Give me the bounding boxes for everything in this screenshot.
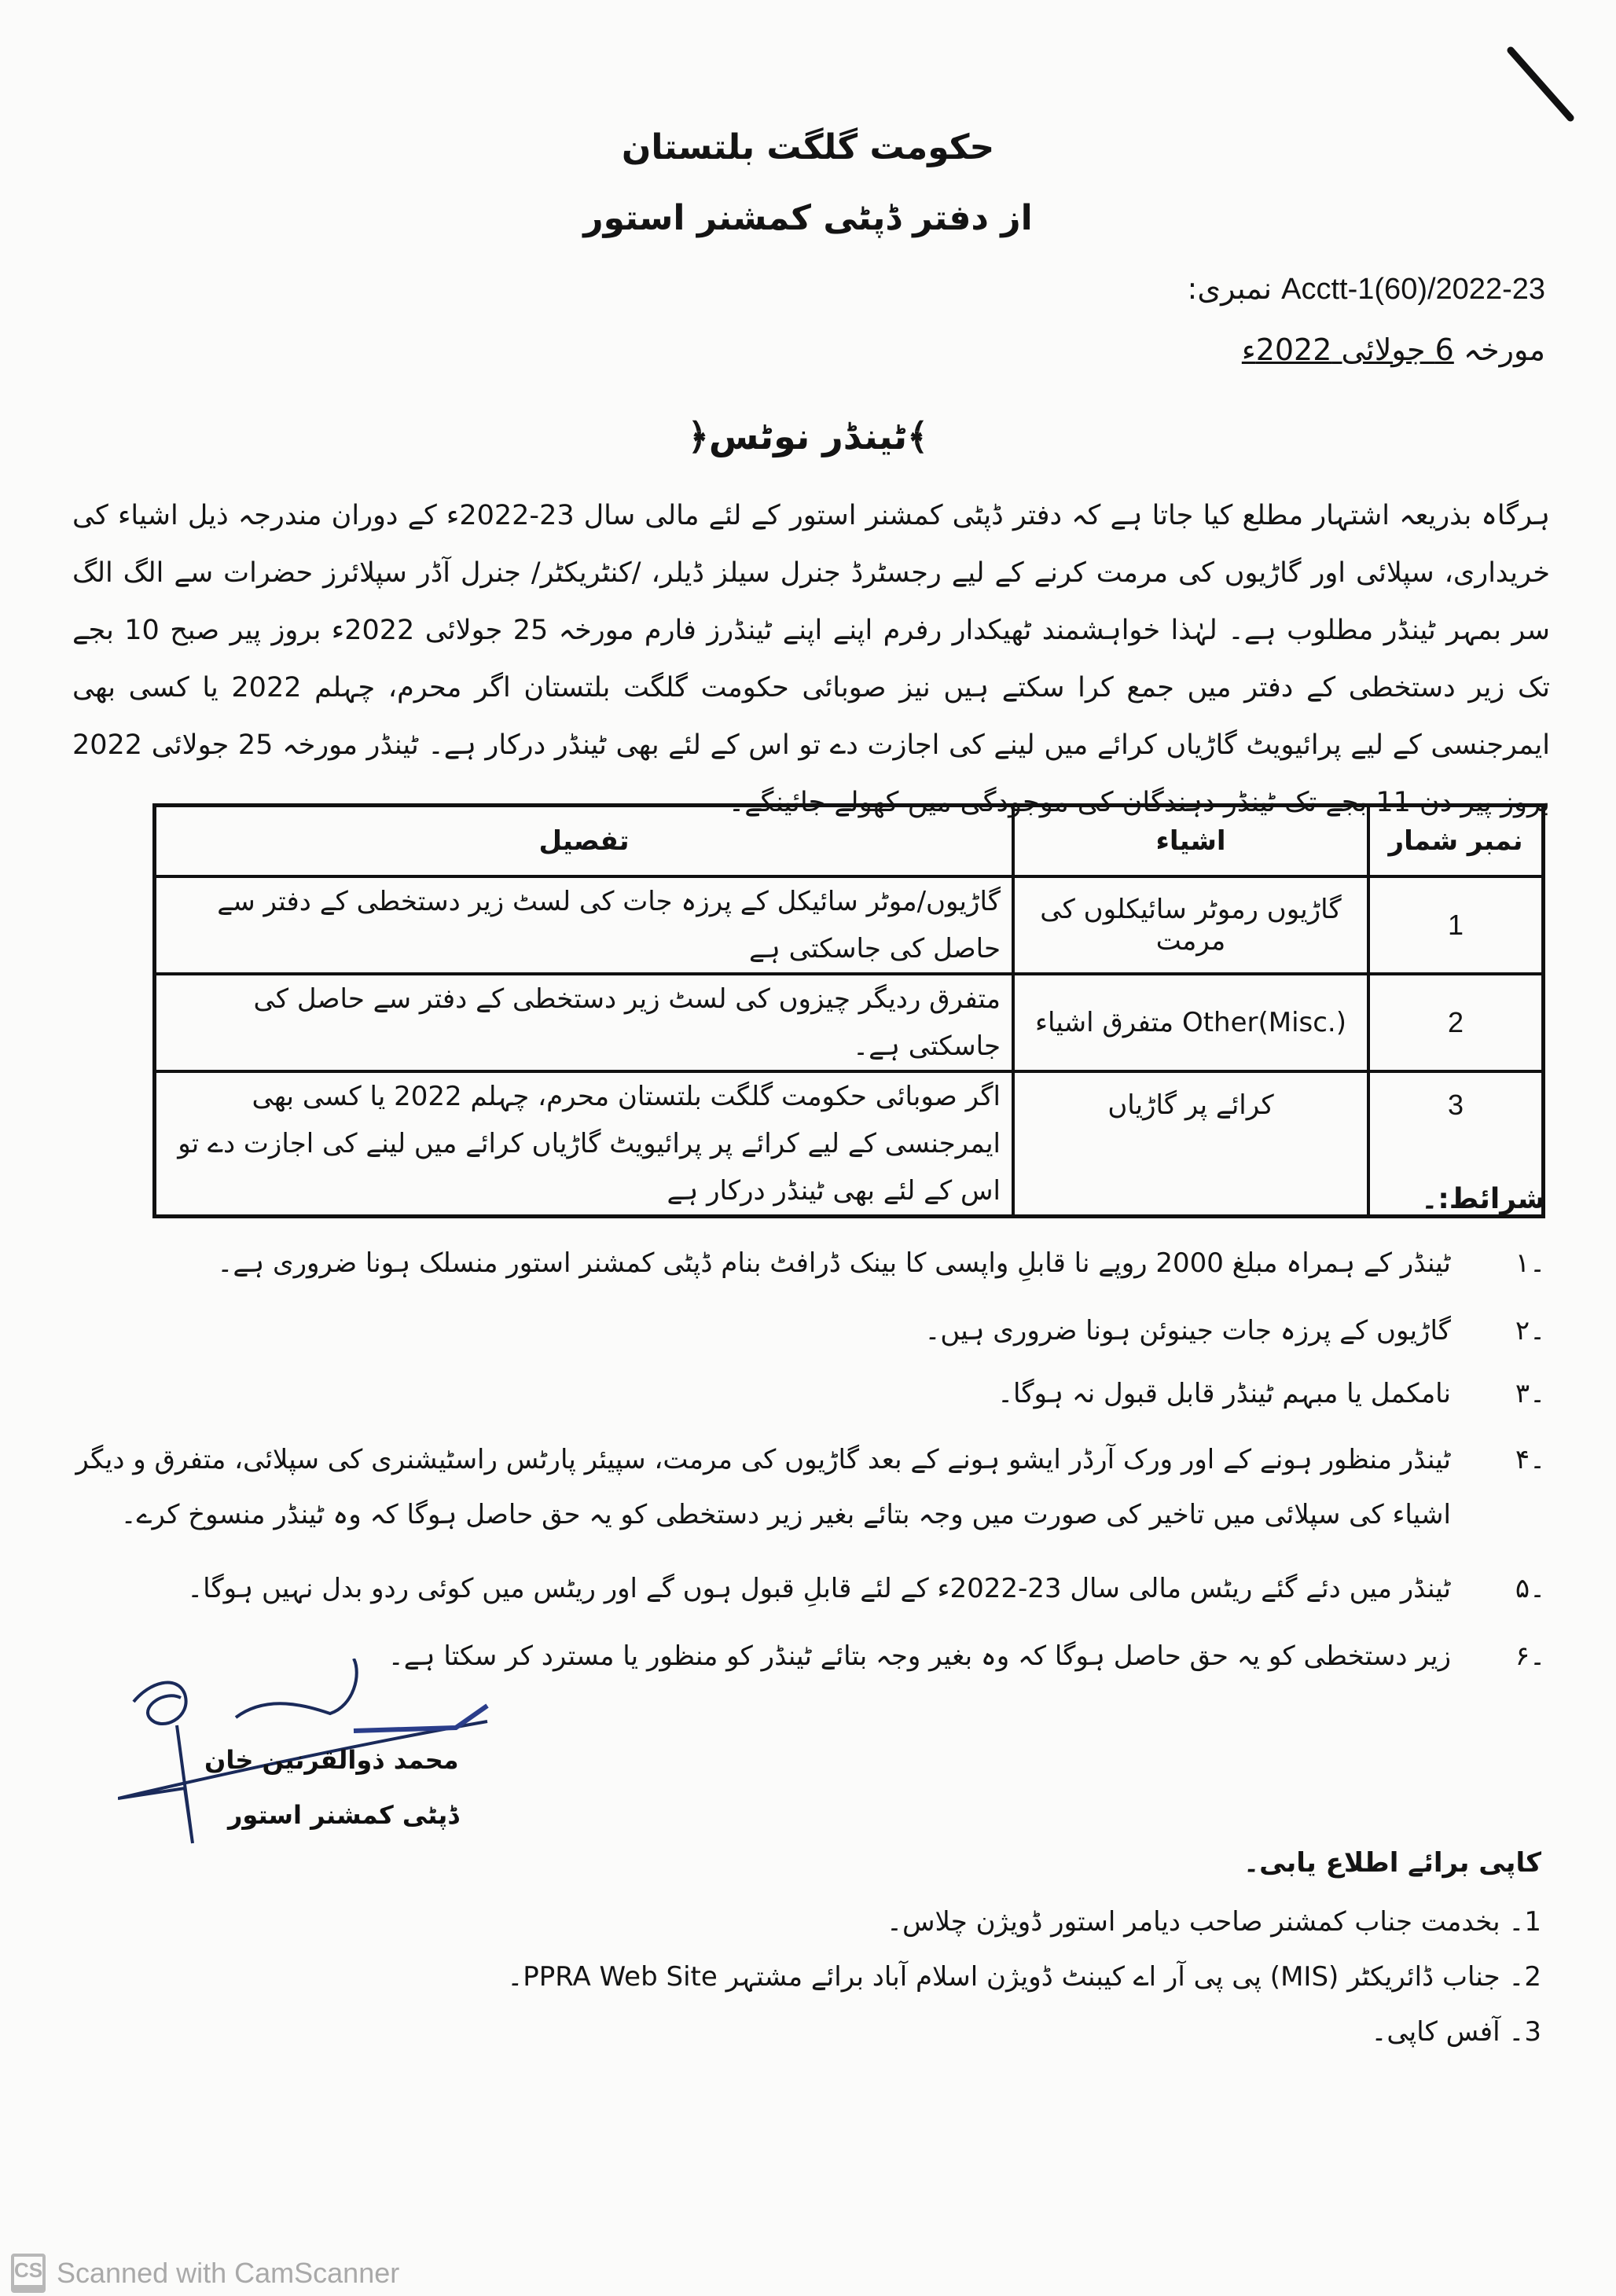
row-item: Other(Misc.) متفرق اشیاء: [1013, 974, 1368, 1071]
row-serial: 1: [1368, 876, 1544, 974]
row-item: گاڑیوں رموٹر سائیکلوں کی مرمت: [1013, 876, 1368, 974]
signatory-name: محمد ذوالقرنین خان: [204, 1745, 459, 1775]
condition-item: [68, 1432, 1545, 1542]
camscanner-watermark: [11, 2254, 399, 2293]
reference-number-label: نمبری:: [1187, 271, 1273, 306]
condition-number: ۶۔: [1515, 1640, 1545, 1672]
condition-number: ۱۔: [1515, 1247, 1545, 1279]
condition-number: ۳۔: [1515, 1378, 1545, 1409]
reference-date-value: 6 جولائی 2022ء: [1241, 332, 1454, 367]
table-row: [155, 1071, 1544, 1217]
tender-notice-title: ﴾ٹینڈر نوٹس﴿: [687, 415, 929, 457]
condition-text: ٹینڈر کے ہمراہ مبلغ 2000 روپے نا قابلِ واپسی کا بینک ڈرافٹ بنام ڈپٹی کمشنر استور منسلک ہونا ضروری ہے۔: [217, 1247, 1451, 1279]
row-detail: اگر صوبائی حکومت گلگت بلتستان محرم، چہلم 2022 یا کسی بھی ایمرجنسی کے لیے کرائے پر پرائیویٹ گاڑیاں کرائے میں لینے کی اجازت دے تو اس کے لئے بھی ٹینڈر درکار ہے: [155, 1071, 1014, 1217]
reference-date-label: مورخہ: [1463, 332, 1545, 367]
condition-number: ۵۔: [1515, 1573, 1545, 1604]
condition-text: ٹینڈر میں دئے گئے ریٹس مالی سال 23-2022ء کے لئے قابلِ قبول ہوں گے اور ریٹس میں کوئی ردو بدل نہیں ہوگا۔: [187, 1573, 1451, 1604]
copy-to-item: 1۔ بخدمت جناب کمشنر صاحب دیامر استور ڈویژن چلاس۔: [887, 1906, 1541, 1938]
row-item: کرائے پر گاڑیاں: [1013, 1071, 1368, 1217]
table-header-row: [155, 806, 1544, 877]
reference-number-value: Acctt-1(60)/2022-23: [1281, 273, 1545, 306]
condition-text: نامکمل یا مبہم ٹینڈر قابل قبول نہ ہوگا۔: [997, 1378, 1451, 1409]
header-serial: نمبر شمار: [1368, 806, 1544, 877]
condition-item: [68, 1561, 1545, 1616]
row-serial: 3: [1368, 1071, 1544, 1217]
tender-items-table: [152, 803, 1545, 1218]
office-heading: از دفتر ڈپٹی کمشنر استور: [583, 198, 1033, 238]
condition-item: [68, 1303, 1545, 1358]
table-row: [155, 974, 1544, 1071]
copy-to-item: 2۔ جناب ڈائریکٹر (MIS) پی پی آر اے کیبنٹ ڈویژن اسلام آباد برائے مشتہر PPRA Web Site۔: [507, 1961, 1541, 1993]
row-serial: 2: [1368, 974, 1544, 1071]
pen-mark: [1493, 31, 1588, 126]
signatory-designation: ڈپٹی کمشنر استور: [228, 1800, 459, 1830]
camscanner-text: Scanned with CamScanner: [57, 2257, 400, 2289]
table-row: [155, 876, 1544, 974]
conditions-title: شرائط:۔: [1421, 1183, 1545, 1215]
condition-number: ۴۔: [1515, 1444, 1545, 1475]
reference-number: [1188, 267, 1545, 310]
condition-text: زیر دستخطی کو یہ حق حاصل ہوگا کہ وہ بغیر وجہ بتائے ٹینڈر کو منظور یا مسترد کر سکتا ہے۔: [387, 1640, 1451, 1672]
condition-number: ۲۔: [1515, 1315, 1545, 1346]
condition-item: [68, 1236, 1545, 1291]
copy-to-title: کاپی برائے اطلاع یابی۔: [1243, 1847, 1541, 1879]
intro-paragraph: ہرگاہ بذریعہ اشتہار مطلع کیا جاتا ہے کہ دفتر ڈپٹی کمشنر استور کے لئے مالی سال 23-2022ء کے دوران مندرجہ ذیل اشیاء کی خریداری، سپلائی اور گاڑیوں کی مرمت کرنے کے لیے رجسٹرڈ جنرل سیلز ڈیلر، /کنٹریکٹر/ جنرل آڈر سپلائرز حضرات سے الگ الگ سر بمہر ٹینڈر مطلوب ہے۔ لہٰذا خواہشمند ٹھیکدار رفرم اپنے اپنے ٹینڈرز فارم مورخہ 25 جولائی 2022ء بروز پیر صبح 10 بجے تک زیر دستخطی کے دفتر میں جمع کرا سکتے ہیں نیز صوبائی حکومت گلگت بلتستان اگر محرم، چہلم 2022 یا کسی بھی ایمرجنسی کے لیے پرائیویٹ گاڑیاں کرائے میں لینے کی اجازت دے تو اس کے لئے بھی ٹینڈر درکار ہے۔ ٹینڈر مورخہ 25 جولائی 2022 بروز پیر دن 11 بجے تک ٹینڈر دہندگان کی موجودگی میں کھولے جائینگے۔: [72, 500, 1551, 818]
row-detail: گاڑیوں/موٹر سائیکل کے پرزہ جات کی لسٹ زیر دستخطی کے دفتر سے حاصل کی جاسکتی ہے: [155, 876, 1014, 974]
condition-item: [68, 1366, 1545, 1421]
condition-text: ٹینڈر منظور ہونے کے اور ورک آرڈر ایشو ہونے کے بعد گاڑیوں کی مرمت، سپیئر پارٹس راسٹیشنری کی سپلائی، متفرق و دیگر اشیاء کی سپلائی میں تاخیر کی صورت میں وجہ بتائے بغیر زیر دستخطی کو یہ حق حاصل ہوگا کہ وہ ٹینڈر منسوخ کرے۔: [75, 1444, 1451, 1530]
reference-date: [1242, 329, 1545, 371]
copy-to-item: 3۔ آفس کاپی۔: [1371, 2016, 1541, 2048]
condition-text: گاڑیوں کے پرزہ جات جینوئن ہونا ضروری ہیں۔: [924, 1315, 1451, 1346]
government-heading: حکومت گلگت بلتستان: [621, 127, 995, 167]
header-detail: تفصیل: [155, 806, 1014, 877]
camscanner-logo-icon: CS: [11, 2254, 46, 2293]
header-item: اشیاء: [1013, 806, 1368, 877]
row-detail: متفرق ردیگر چیزوں کی لسٹ زیر دستخطی کے دفتر سے حاصل کی جاسکتی ہے۔: [155, 974, 1014, 1071]
